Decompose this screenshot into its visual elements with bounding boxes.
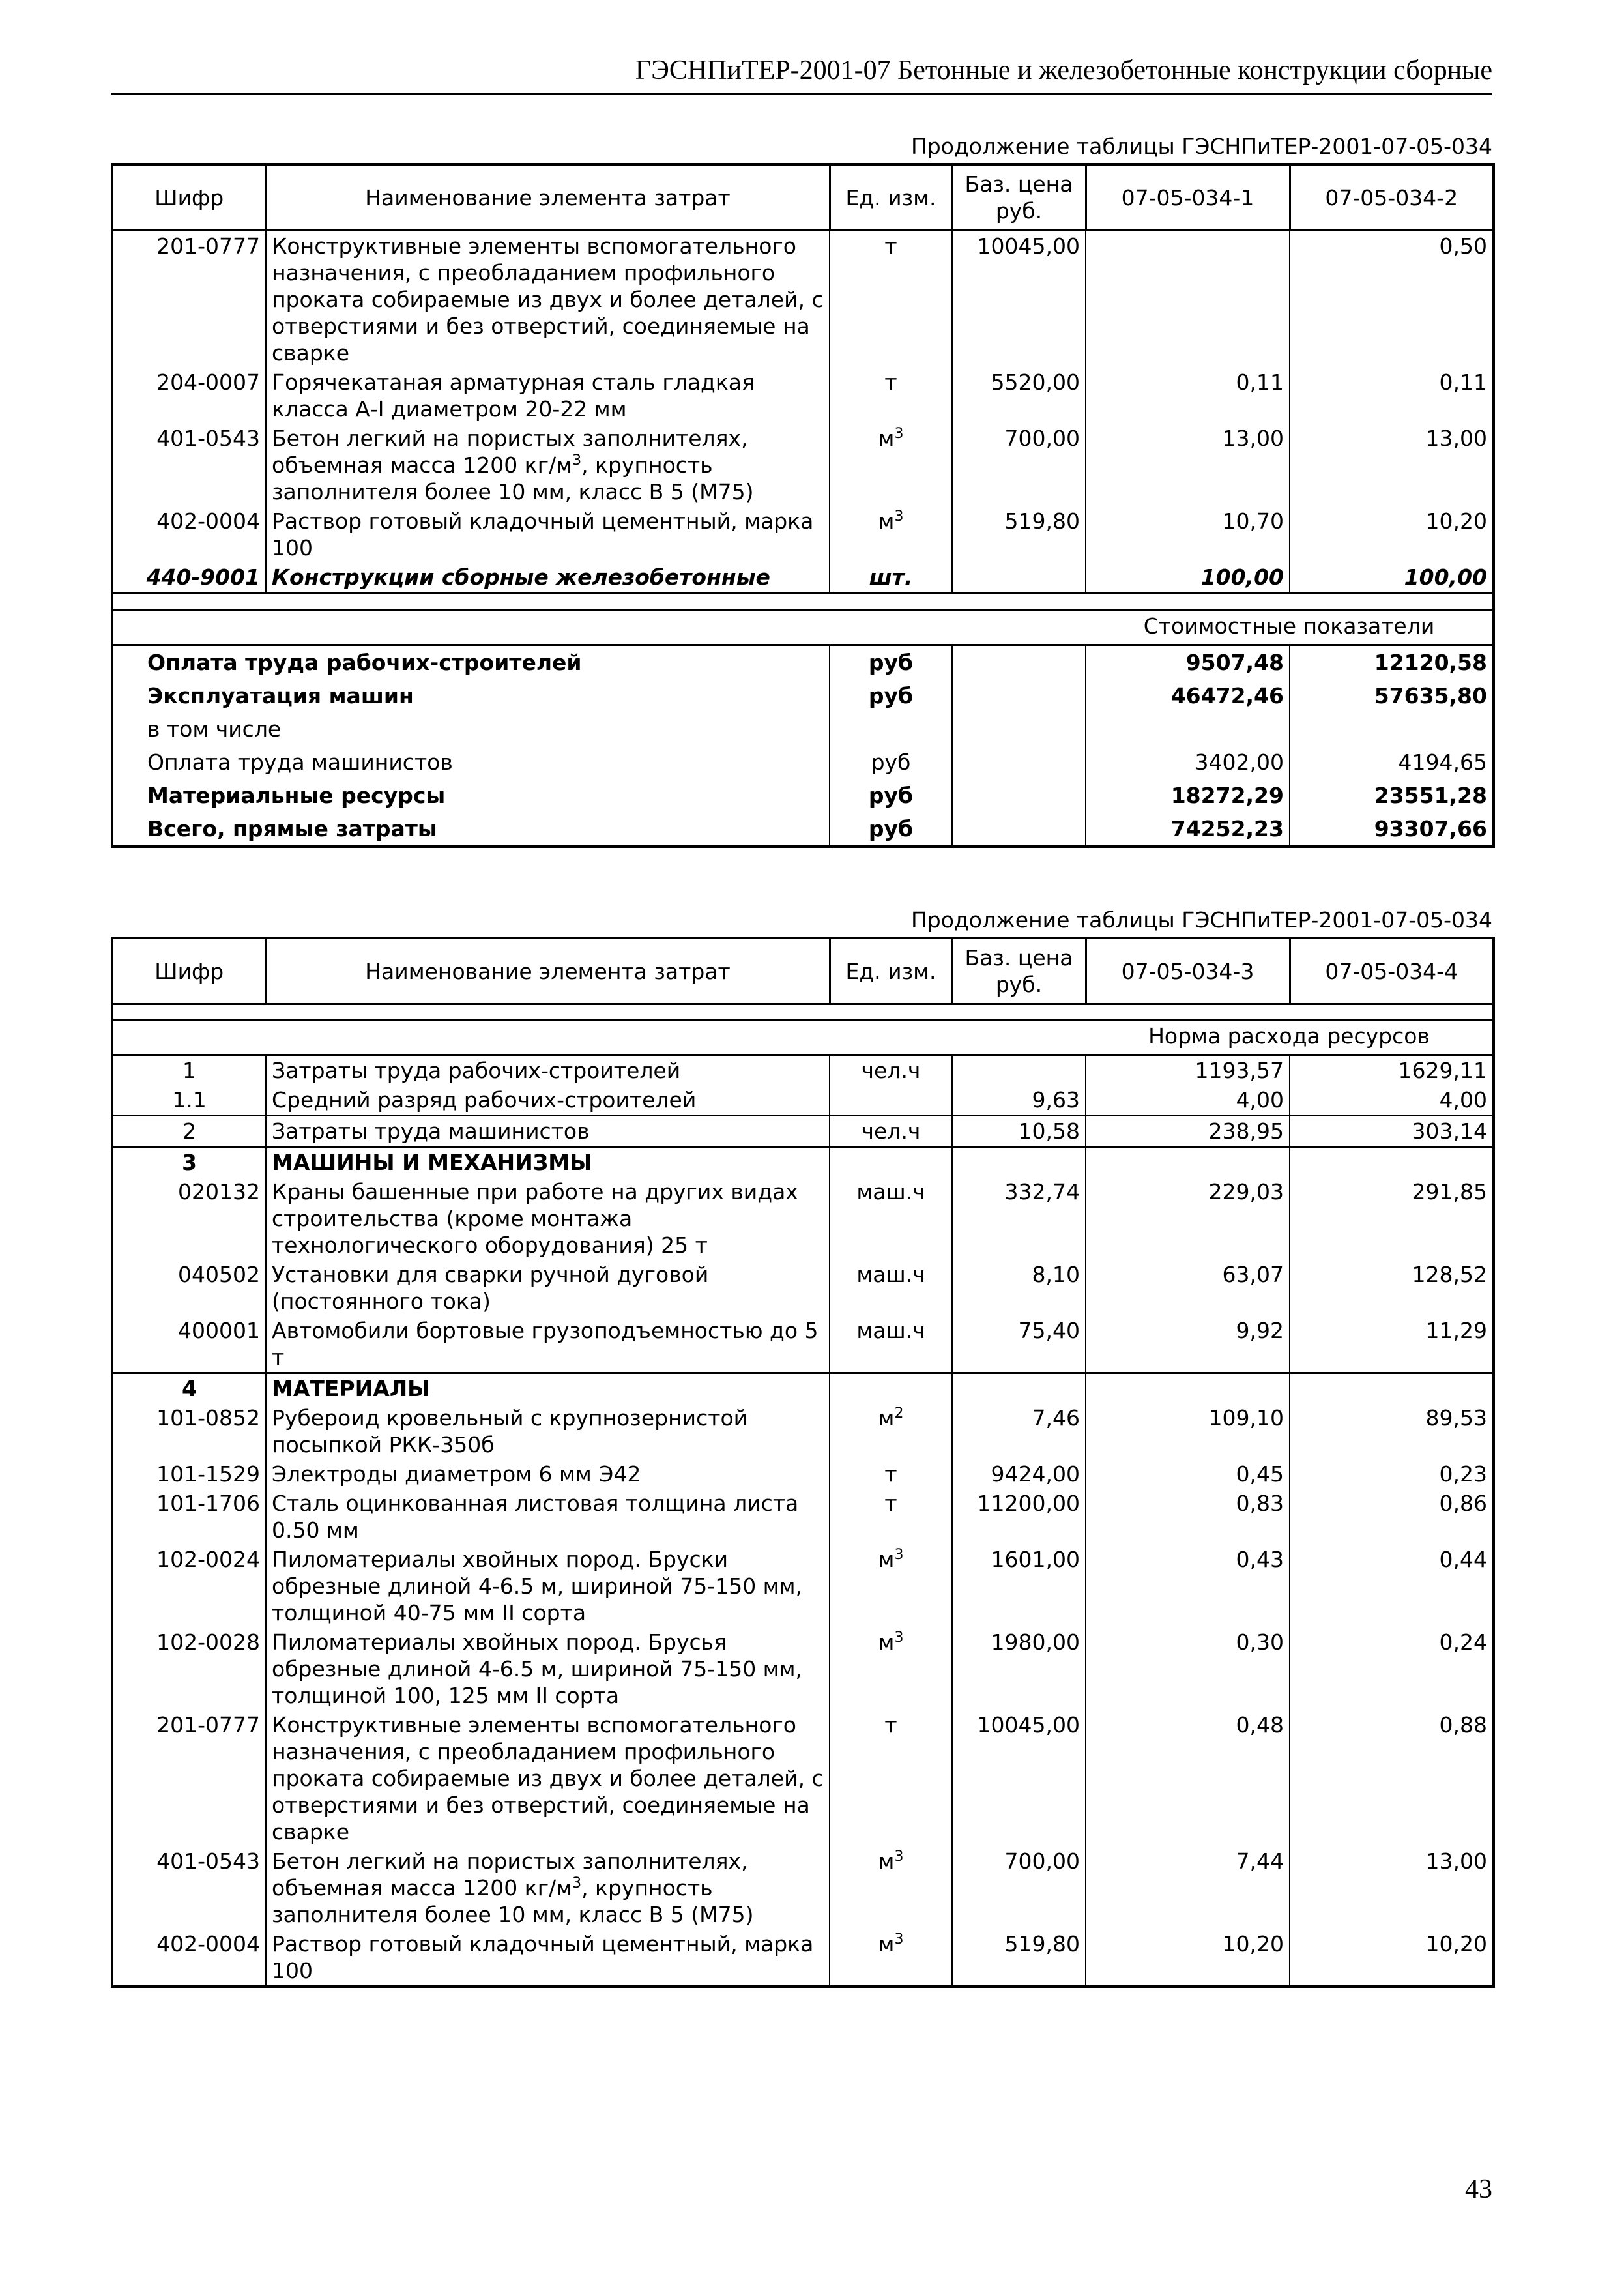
row-value1: 238,95 — [1086, 1116, 1290, 1147]
row-value1: 4,00 — [1086, 1085, 1290, 1116]
row-code: 204-0007 — [156, 370, 260, 395]
row-unit: маш.ч — [830, 1260, 952, 1316]
table-row-total-item — [112, 562, 1494, 593]
row-price: 5520,00 — [952, 368, 1086, 424]
row-code: 401-0543 — [156, 426, 260, 451]
row-unit: т — [830, 1489, 952, 1545]
row-unit: т — [830, 368, 952, 424]
row-name: Раствор готовый кладочный цементный, марка 100 — [266, 506, 830, 562]
row-code: 101-0852 — [156, 1405, 260, 1431]
row-name: Автомобили бортовые грузоподъемностью до 5 т — [266, 1316, 830, 1373]
row-value1: 63,07 — [1086, 1260, 1290, 1316]
summary-value1: 3402,00 — [1086, 746, 1290, 779]
row-price — [952, 1373, 1086, 1404]
summary-value2: 93307,66 — [1290, 812, 1494, 847]
row-value2: 4,00 — [1290, 1085, 1494, 1116]
row-name: МАТЕРИАЛЫ — [266, 1373, 830, 1404]
row-price: 10045,00 — [952, 1710, 1086, 1846]
summary-spacer — [952, 645, 1086, 680]
col-code-header: Шифр — [112, 164, 266, 231]
row-name: Краны башенные при работе на других видах строительства (кроме монтажа технологического оборудования) 25 т — [266, 1177, 830, 1260]
row-code: 101-1706 — [156, 1491, 260, 1516]
row-price: 75,40 — [952, 1316, 1086, 1373]
row-code: 400001 — [112, 1316, 266, 1373]
row-code: 1.1 — [112, 1085, 266, 1116]
row-value2: 1629,11 — [1290, 1055, 1494, 1086]
row-value2: 89,53 — [1290, 1403, 1494, 1459]
row-value1: 0,45 — [1086, 1459, 1290, 1489]
summary-row — [112, 679, 1494, 712]
summary-value2: 57635,80 — [1290, 679, 1494, 712]
running-header: ГЭСНПиТЕР-2001-07 Бетонные и железобетонные конструкции сборные — [111, 53, 1492, 95]
col-value1-header: 07-05-034-1 — [1086, 164, 1290, 231]
row-code: 402-0004 — [156, 508, 260, 534]
row-value1: 0,48 — [1086, 1710, 1290, 1846]
row-unit: $м^3$ — [830, 506, 952, 562]
row-value1: 1193,57 — [1086, 1055, 1290, 1086]
table-row — [112, 424, 1494, 506]
row-value2: 0,50 — [1290, 231, 1494, 368]
row-price: 1601,00 — [952, 1545, 1086, 1627]
summary-label: в том числе — [147, 716, 282, 742]
summary-value2 — [1290, 712, 1494, 746]
row-code: 102-0028 — [156, 1629, 260, 1655]
row-value2: 0,86 — [1290, 1489, 1494, 1545]
row-price — [952, 562, 1086, 593]
table1-caption: Продолжение таблицы ГЭСНПиТЕР-2001-07-05-034 — [910, 134, 1492, 159]
row-name: Раствор готовый кладочный цементный, марка 100 — [266, 1929, 830, 1987]
row-code: 3 — [182, 1150, 197, 1175]
spacer-cell — [112, 1004, 1494, 1021]
row-value2: 291,85 — [1290, 1177, 1494, 1260]
summary-spacer — [952, 712, 1086, 746]
page-number: 43 — [1465, 2174, 1492, 2204]
col-name-header: Наименование элемента затрат — [266, 164, 830, 231]
row-value2: 13,00 — [1290, 1846, 1494, 1929]
row-value2: 10,20 — [1290, 1929, 1494, 1987]
row-price: 9,63 — [952, 1085, 1086, 1116]
row-name: Затраты труда машинистов — [266, 1116, 830, 1147]
col-price-header: Баз. цена руб. — [952, 938, 1086, 1004]
row-unit: маш.ч — [830, 1177, 952, 1260]
summary-value2: 12120,58 — [1290, 645, 1494, 680]
table-row — [112, 1260, 1494, 1316]
row-name: Сталь оцинкованная листовая толщина листа 0.50 мм — [266, 1489, 830, 1545]
table-row — [112, 1929, 1494, 1987]
row-value1: 0,30 — [1086, 1627, 1290, 1710]
row-price: 8,10 — [952, 1260, 1086, 1316]
resource-table-1 — [111, 163, 1495, 848]
section-row — [112, 1004, 1494, 1021]
summary-spacer — [952, 812, 1086, 847]
row-value1: 10,20 — [1086, 1929, 1290, 1987]
row-value1 — [1086, 1147, 1290, 1178]
summary-value1 — [1086, 712, 1290, 746]
col-price-header: Баз. цена руб. — [952, 164, 1086, 231]
row-unit: чел.ч — [830, 1116, 952, 1147]
row-name: Конструкции сборные железобетонные — [266, 562, 830, 593]
section-spacer — [112, 1021, 1086, 1055]
col-unit-header: Ед. изм. — [830, 164, 952, 231]
summary-unit: руб — [830, 812, 952, 847]
summary-spacer — [952, 779, 1086, 812]
row-price: 519,80 — [952, 506, 1086, 562]
row-name: МАШИНЫ И МЕХАНИЗМЫ — [266, 1147, 830, 1178]
table2-header-row — [112, 938, 1494, 1004]
row-unit: $м^3$ — [830, 1627, 952, 1710]
row-unit — [830, 1373, 952, 1404]
table-row — [112, 1627, 1494, 1710]
row-code: 201-0777 — [156, 1712, 260, 1738]
row-value2: 0,88 — [1290, 1710, 1494, 1846]
row-value2: 13,00 — [1290, 424, 1494, 506]
summary-label: Оплата труда рабочих-строителей — [147, 650, 582, 675]
row-value1: 109,10 — [1086, 1403, 1290, 1459]
table-row — [112, 1489, 1494, 1545]
row-value1 — [1086, 231, 1290, 368]
table-row — [112, 231, 1494, 368]
summary-unit: руб — [830, 679, 952, 712]
row-price: 10,58 — [952, 1116, 1086, 1147]
row-value1: 229,03 — [1086, 1177, 1290, 1260]
row-code: 4 — [182, 1376, 197, 1401]
col-code-header: Шифр — [112, 938, 266, 1004]
table-row — [112, 1459, 1494, 1489]
summary-value1: 18272,29 — [1086, 779, 1290, 812]
summary-value2: 23551,28 — [1290, 779, 1494, 812]
section-spacer — [112, 611, 1086, 645]
row-name: Горячекатаная арматурная сталь гладкая класса А-I диаметром 20-22 мм — [266, 368, 830, 424]
summary-value1: 74252,23 — [1086, 812, 1290, 847]
row-value2 — [1290, 1147, 1494, 1178]
summary-spacer — [952, 679, 1086, 712]
group-heading-row — [112, 1147, 1494, 1178]
row-code: 101-1529 — [156, 1461, 260, 1487]
table-row — [112, 1316, 1494, 1373]
resource-table-2 — [111, 937, 1495, 1988]
row-name: Бетон легкий на пористых заполнителях, объемная масса 1200 $кг/м^3$, крупность заполнителя более 10 мм, класс В 5 (М75) — [266, 1846, 830, 1929]
col-unit-header: Ед. изм. — [830, 938, 952, 1004]
col-name-header: Наименование элемента затрат — [266, 938, 830, 1004]
row-price: 700,00 — [952, 424, 1086, 506]
row-unit — [830, 1085, 952, 1116]
row-value1: 100,00 — [1086, 562, 1290, 593]
row-value1: 7,44 — [1086, 1846, 1290, 1929]
table1-header-row — [112, 164, 1494, 231]
row-value1: 0,43 — [1086, 1545, 1290, 1627]
table-row — [112, 1403, 1494, 1459]
row-name: Пиломатериалы хвойных пород. Бруски обрезные длиной 4-6.5 м, шириной 75-150 мм, толщиной 40-75 мм II сорта — [266, 1545, 830, 1627]
row-value2 — [1290, 1373, 1494, 1404]
table-row — [112, 1055, 1494, 1086]
row-value1: 0,83 — [1086, 1489, 1290, 1545]
row-price — [952, 1055, 1086, 1086]
summary-row — [112, 779, 1494, 812]
row-unit: маш.ч — [830, 1316, 952, 1373]
row-value1: 10,70 — [1086, 506, 1290, 562]
row-name: Установки для сварки ручной дуговой (постоянного тока) — [266, 1260, 830, 1316]
row-unit: $м^2$ — [830, 1403, 952, 1459]
row-value1: 13,00 — [1086, 424, 1290, 506]
row-price: 7,46 — [952, 1403, 1086, 1459]
row-price: 11200,00 — [952, 1489, 1086, 1545]
row-name: Электроды диаметром 6 мм Э42 — [266, 1459, 830, 1489]
row-unit: шт. — [830, 562, 952, 593]
row-name: Рубероид кровельный с крупнозернистой посыпкой РКК-350б — [266, 1403, 830, 1459]
row-value2: 100,00 — [1290, 562, 1494, 593]
summary-row — [112, 712, 1494, 746]
row-code: 040502 — [178, 1262, 260, 1287]
row-value1: 9,92 — [1086, 1316, 1290, 1373]
row-code: 440-9001 — [112, 562, 266, 593]
section-title: Норма расхода ресурсов — [1086, 1021, 1494, 1055]
row-price: 10045,00 — [952, 231, 1086, 368]
row-unit: $м^3$ — [830, 1929, 952, 1987]
table-row — [112, 1710, 1494, 1846]
summary-row — [112, 746, 1494, 779]
row-price: 332,74 — [952, 1177, 1086, 1260]
row-name: Затраты труда рабочих-строителей — [266, 1055, 830, 1086]
row-value1 — [1086, 1373, 1290, 1404]
row-price: 519,80 — [952, 1929, 1086, 1987]
row-unit: т — [830, 231, 952, 368]
summary-row — [112, 812, 1494, 847]
row-code: 2 — [112, 1116, 266, 1147]
table-row — [112, 368, 1494, 424]
col-value2-header: 07-05-034-4 — [1290, 938, 1494, 1004]
row-value2: 128,52 — [1290, 1260, 1494, 1316]
row-value2: 303,14 — [1290, 1116, 1494, 1147]
summary-unit: руб — [830, 779, 952, 812]
table-row — [112, 1116, 1494, 1147]
summary-row — [112, 645, 1494, 680]
col-value2-header: 07-05-034-2 — [1290, 164, 1494, 231]
group-heading-row — [112, 1373, 1494, 1404]
spacer-cell — [112, 593, 1494, 611]
row-unit: чел.ч — [830, 1055, 952, 1086]
section-row — [112, 593, 1494, 611]
row-name: Бетон легкий на пористых заполнителях, объемная масса 1200 $кг/м^3$, крупность заполнителя более 10 мм, класс В 5 (М75) — [266, 424, 830, 506]
row-code: 201-0777 — [156, 233, 260, 259]
row-price: 700,00 — [952, 1846, 1086, 1929]
row-value1: 0,11 — [1086, 368, 1290, 424]
summary-value2: 4194,65 — [1290, 746, 1494, 779]
row-value2: 0,24 — [1290, 1627, 1494, 1710]
row-name: Конструктивные элементы вспомогательного назначения, с преобладанием профильного проката собираемые из двух и более деталей, с отверстиями и без отверстий, соединяемые на сварке — [266, 1710, 830, 1846]
summary-value1: 9507,48 — [1086, 645, 1290, 680]
row-unit: $м^3$ — [830, 1545, 952, 1627]
row-name: Средний разряд рабочих-строителей — [266, 1085, 830, 1116]
summary-label: Материальные ресурсы — [147, 783, 446, 808]
row-name: Конструктивные элементы вспомогательного назначения, с преобладанием профильного проката собираемые из двух и более деталей, с отверстиями и без отверстий, соединяемые на сварке — [266, 231, 830, 368]
row-name: Пиломатериалы хвойных пород. Брусья обрезные длиной 4-6.5 м, шириной 75-150 мм, толщиной 100, 125 мм II сорта — [266, 1627, 830, 1710]
section-title: Стоимостные показатели — [1086, 611, 1494, 645]
col-value1-header: 07-05-034-3 — [1086, 938, 1290, 1004]
table2-caption: Продолжение таблицы ГЭСНПиТЕР-2001-07-05-034 — [910, 907, 1492, 933]
summary-spacer — [952, 746, 1086, 779]
summary-label: Оплата труда машинистов — [147, 750, 453, 775]
row-code: 402-0004 — [156, 1931, 260, 1957]
summary-unit: руб — [830, 645, 952, 680]
row-value2: 0,11 — [1290, 368, 1494, 424]
summary-value1: 46472,46 — [1086, 679, 1290, 712]
row-code: 401-0543 — [156, 1848, 260, 1874]
row-code: 020132 — [178, 1179, 260, 1204]
row-price: 9424,00 — [952, 1459, 1086, 1489]
row-unit: т — [830, 1710, 952, 1846]
table-row — [112, 1177, 1494, 1260]
row-price — [952, 1147, 1086, 1178]
row-value2: 0,44 — [1290, 1545, 1494, 1627]
summary-unit: руб — [830, 746, 952, 779]
row-value2: 0,23 — [1290, 1459, 1494, 1489]
table-row — [112, 1545, 1494, 1627]
row-unit — [830, 1147, 952, 1178]
row-unit: $м^3$ — [830, 1846, 952, 1929]
row-code: 102-0024 — [156, 1547, 260, 1572]
summary-label: Всего, прямые затраты — [147, 816, 437, 841]
row-code: 1 — [182, 1058, 196, 1083]
table-row — [112, 1085, 1494, 1116]
summary-label: Эксплуатация машин — [147, 683, 414, 708]
row-value2: 10,20 — [1290, 506, 1494, 562]
row-price: 1980,00 — [952, 1627, 1086, 1710]
row-value2: 11,29 — [1290, 1316, 1494, 1373]
summary-unit — [830, 712, 952, 746]
row-unit: т — [830, 1459, 952, 1489]
section-row — [112, 611, 1494, 645]
table-row — [112, 1846, 1494, 1929]
section-row — [112, 1021, 1494, 1055]
row-unit: $м^3$ — [830, 424, 952, 506]
table-row — [112, 506, 1494, 562]
